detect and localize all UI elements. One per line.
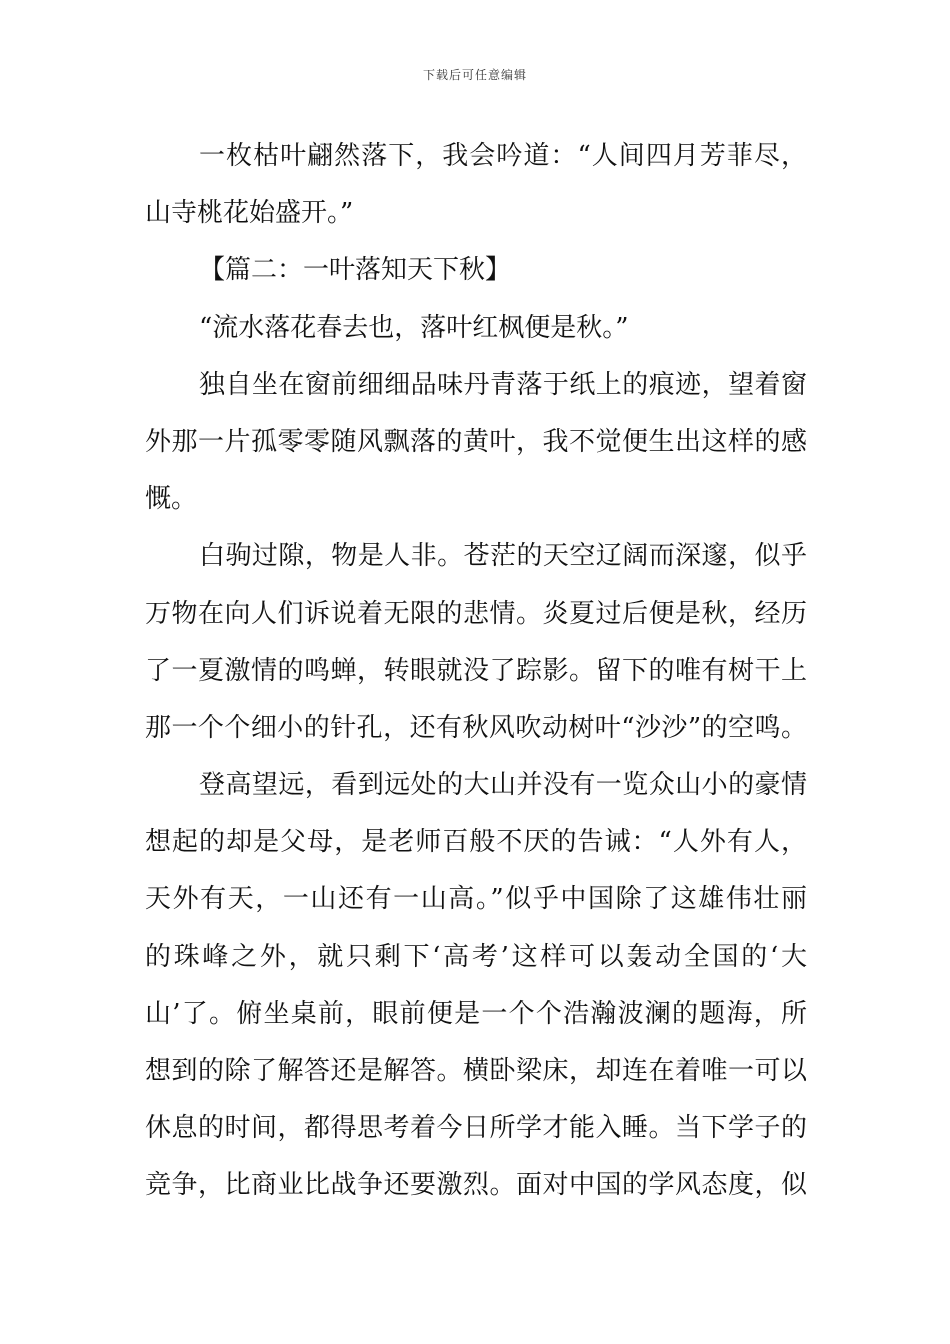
text-line: 了一夏激情的鸣蝉，转眼就没了踪影。留下的唯有树干上: [145, 655, 807, 686]
text-line: 独自坐在窗前细细品味丹青落于纸上的痕迹，望着窗: [199, 369, 807, 400]
text-line: 那一个个细小的针孔，还有秋风吹动树叶“沙沙”的空鸣。: [145, 712, 807, 743]
text-line: 外那一片孤零零随风飘落的黄叶，我不觉便生出这样的感: [145, 426, 807, 457]
text-line: 山’了。俯坐桌前，眼前便是一个个浩瀚波澜的题海，所: [145, 998, 807, 1029]
page-header: 下载后可任意编辑: [422, 68, 527, 82]
text-line: 一枚枯叶翩然落下，我会吟道：“人间四月芳菲尽，: [199, 141, 807, 171]
text-line: 竞争，比商业比战争还要激烈。面对中国的学风态度，似: [145, 1170, 807, 1201]
text-line: 【篇二：一叶落知天下秋】: [199, 255, 512, 286]
text-line: 白驹过隙，物是人非。苍茫的天空辽阔而深邃，似乎: [199, 541, 807, 572]
document-body: [145, 128, 807, 1215]
text-line: 想起的却是父母，是老师百般不厌的告诫：“人外有人，: [145, 827, 807, 858]
text-line: “流水落花春去也，落叶红枫便是秋。”: [199, 312, 629, 343]
text-line: 慨。: [145, 484, 198, 515]
text-line: 登高望远，看到远处的大山并没有一览众山小的豪情: [199, 770, 807, 801]
text-line: 想到的除了解答还是解答。横卧梁床，却连在着唯一可以: [145, 1056, 807, 1086]
text-line: 休息的时间，都得思考着今日所学才能入睡。当下学子的: [145, 1113, 807, 1144]
text-line: 的珠峰之外，就只剩下‘高考’这样可以轰动全国的‘大: [145, 941, 807, 972]
text-line: 天外有天，一山还有一山高。”似乎中国除了这雄伟壮丽: [145, 884, 807, 915]
text-line: 山寺桃花始盛开。”: [145, 198, 354, 229]
text-line: 万物在向人们诉说着无限的悲情。炎夏过后便是秋，经历: [145, 598, 807, 629]
